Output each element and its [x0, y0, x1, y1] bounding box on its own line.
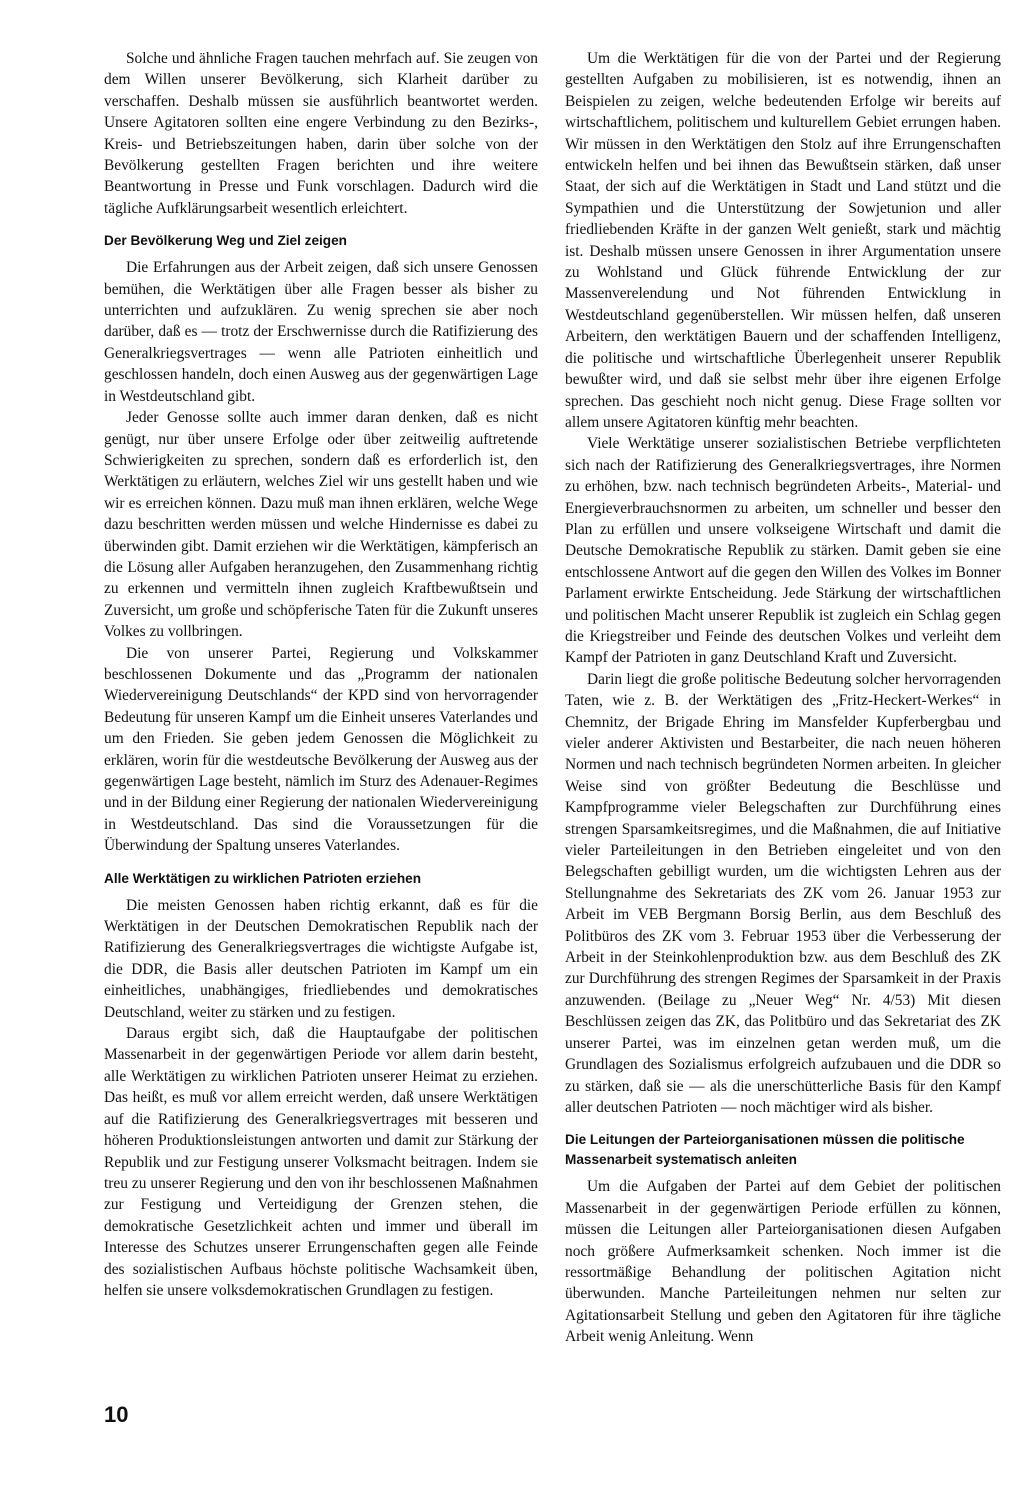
paragraph: Solche und ähnliche Fragen tauchen mehrfach auf. Sie zeugen von dem Willen unserer Bevölkerung, sich Klarheit darüber zu verschaffen. Deshalb müssen sie ausführlich beantwortet werden. Unsere Agitatoren sollten eine engere Verbindung zu den Bezirks-, Kreis- und Betriebszeitungen haben, darin über solche von der Bevölkerung gestellten Fragen berichten und ihre weitere Beantwortung in Presse und Funk vorschlagen. Dadurch wird die tägliche Aufklärungsarbeit wesentlich erleichtert.	[104, 50, 538, 217]
page-number: 10	[104, 1402, 129, 1427]
right-column	[565, 48, 1001, 1348]
paragraph: Darin liegt die große politische Bedeutung solcher hervorragenden Taten, wie z. B. der Werktätigen des „Fritz-Heckert-Werkes“ in Chemnitz, der Brigade Ehring im Mansfelder Kupferbergbau und vieler anderer Aktivisten und Bestarbeiter, die nach neuen höheren Normen und nach technisch begründeten Normen arbeiten. In gleicher Weise sind von größter Bedeutung die Beschlüsse und Kampfprogramme vieler Belegschaften zur Durchführung eines strengen Sparsamkeitsregimes, und die Maßnahmen, die auf Initiative vieler Parteileitungen in den Betrieben eingeleitet und von den Belegschaften gebilligt wurden, um die wichtigsten Lehren aus der Stellungnahme des Sekretariats des ZK vom 26. Januar 1953 zur Arbeit im VEB Bergmann Borsig Berlin, aus dem Beschluß des Politbüros des ZK vom 3. Februar 1953 über die Verbesserung der Arbeit in der Steinkohlenproduktion bzw. aus dem Beschluß des ZK zur Durchführung des strengen Regimes der Sparsamkeit in der Praxis anzuwenden. (Beilage zu „Neuer Weg“ Nr. 4/53) Mit diesen Beschlüssen zeigen das ZK, das Politbüro und das Sekretariat des ZK unserer Partei, was im einzelnen getan werden muß, um die Grundlagen des Sozialismus erfolgreich aufzubauen und die DDR so zu stärken, daß sie — als die unerschütterliche Basis für den Kampf aller deutschen Patrioten — noch mächtiger wird als bisher.	[565, 670, 1001, 1116]
paragraph: Um die Werktätigen für die von der Partei und der Regierung gestellten Aufgaben zu mobilisieren, ist es notwendig, ihnen an Beispielen zu zeigen, welche bedeutenden Erfolge wir bereits auf wirtschaftlichem, politischem und kulturellem Gebiet errungen haben. Wir müssen in den Werktätigen den Stolz auf ihre Errungenschaften entwickeln helfen und bei ihnen das Bewußtsein stärken, daß unser Staat, der sich auf die Werktätigen in Stadt und Land stützt und die Sympathien und die Unterstützung der Sowjetunion und aller friedliebenden Kräfte in der ganzen Welt genießt, stark und mächtig ist. Deshalb müssen unsere Genossen in ihrer Argumentation unsere zu Wohlstand und Glück führende Entwicklung der zur Massenverelendung und Not führenden Entwicklung in Westdeutschland gegenüberstellen. Wir müssen helfen, daß unseren Arbeitern, den werktätigen Bauern und der schaffenden Intelligenz, die politische und wirtschaftliche Überlegenheit unserer Republik bewußter wird, und daß sie selbst mehr über ihre eigenen Erfolge sprechen. Das geschieht noch nicht genug. Diese Frage sollten vor allem unsere Agitatoren künftig mehr beachten.	[565, 50, 1001, 431]
section-heading: Alle Werktätigen zu wirklichen Patrioten erziehen	[104, 870, 422, 886]
paragraph: Jeder Genosse sollte auch immer daran denken, daß es nicht genügt, nur über unsere Erfolge oder über zeitweilig auftretende Schwierigkeiten zu sprechen, sondern daß es erforderlich ist, den Werktätigen zu erläutern, welches Ziel wir uns gestellt haben und wie wir es erreichen können. Dazu muß man ihnen erklären, welche Wege dazu beschritten werden müssen und welche Hindernisse es dabei zu überwinden gibt. Damit erziehen wir die Werktätigen, kämpferisch an die Lösung aller Aufgaben heranzugehen, den Zusammenhang richtig zu erkennen und vermitteln ihnen zugleich Kraftbewußtsein und Zuversicht, um große und schöpferische Taten für die Zukunft unseres Volkes zu vollbringen.	[104, 409, 538, 641]
paragraph: Um die Aufgaben der Partei auf dem Gebiet der politischen Massenarbeit in der gegenwärtigen Periode erfüllen zu können, müssen die Leitungen aller Parteiorganisationen diesen Aufgaben noch größere Aufmerksamkeit schenken. Noch immer ist die ressortmäßige Behandlung der politischen Agitation nicht überwunden. Manche Parteileitungen nehmen nur selten zur Agitationsarbeit Stellung und geben den Agitatoren für ihre tägliche Arbeit wenig Anleitung. Wenn	[565, 1178, 1001, 1346]
paragraph: Daraus ergibt sich, daß die Hauptaufgabe der politischen Massenarbeit in der gegenwärtigen Periode vor allem darin besteht, alle Werktätigen zu wirklichen Patrioten unserer Heimat zu erziehen. Das heißt, es muß vor allem erreicht werden, daß unsere Werktätigen auf die Ratifizierung des Generalkriegsvertrages mit besseren und höheren Produktionsleistungen antworten und damit zur Stärkung der Republik und zur Festigung unserer Volksmacht beitragen. Indem sie treu zu unserer Regierung und den von ihr beschlossenen Maßnahmen zur Festigung und Verteidigung der Grenzen stehen, die demokratische Gesetzlichkeit achten und immer und überall im Interesse des Schutzes unserer Errungenschaften gegen alle Feinde des sozialistischen Aufbaus höchste politische Wachsamkeit üben, helfen sie unsere volksdemokratischen Grundlagen zu festigen.	[104, 1025, 538, 1299]
section-heading: Der Bevölkerung Weg und Ziel zeigen	[104, 233, 347, 249]
paragraph: Die Erfahrungen aus der Arbeit zeigen, daß sich unsere Genossen bemühen, die Werktätigen über alle Fragen besser als bisher zu unterrichten und aufzuklären. Zu wenig sprechen sie aber noch darüber, daß es — trotz der Erschwernisse durch die Ratifizierung des Generalkriegsvertrages — wenn alle Patrioten einheitlich und geschlossen handeln, doch einen Ausweg aus der gegenwärtigen Lage in Westdeutschland gibt.	[104, 259, 538, 405]
left-column	[104, 48, 538, 1301]
paragraph: Die von unserer Partei, Regierung und Volkskammer beschlossenen Dokumente und das „Programm der nationalen Wiedervereinigung Deutschlands“ der KPD sind von hervorragender Bedeutung für unseren Kampf um die Einheit unseres Vaterlandes und um den Frieden. Sie geben jedem Genossen die Möglichkeit zu erklären, worin für die westdeutsche Bevölkerung der Ausweg aus der gegenwärtigen Lage besteht, nämlich im Sturz des Adenauer-Regimes und in der Bildung einer Regierung der nationalen Wiedervereinigung in Westdeutschland. Das sind die Voraussetzungen für die Überwindung der Spaltung unseres Vaterlandes.	[104, 644, 538, 855]
section-heading: Die Leitungen der Parteiorganisationen müssen die politische Massenarbeit systematisch anleiten	[565, 1132, 965, 1168]
paragraph: Die meisten Genossen haben richtig erkannt, daß es für die Werktätigen in der Deutschen Demokratischen Republik nach der Ratifizierung des Generalkriegsvertrages die wichtigste Aufgabe ist, die DDR, die Basis aller deutschen Patrioten im Kampf um ein einheitliches, unabhängiges, friedliebendes und demokratisches Deutschland, weiter zu stärken und zu festigen.	[104, 896, 538, 1021]
paragraph: Viele Werktätige unserer sozialistischen Betriebe verpflichteten sich nach der Ratifizierung des Generalkriegsvertrages, ihre Normen zu erhöhen, bzw. nach technisch begründeten Arbeits-, Material- und Energieverbrauchsnormen zu arbeiten, um schneller und besser den Plan zu erfüllen und unsere volkseigene Wirtschaft und damit die Deutsche Demokratische Republik zu stärken. Damit geben sie eine entschlossene Antwort auf die gegen den Willen des Volkes im Bonner Parlament erwirkte Entscheidung. Jede Stärkung der wirtschaftlichen und politischen Macht unserer Republik ist zugleich ein Schlag gegen die Kriegstreiber und Feinde des deutschen Volkes und verleiht dem Kampf der Patrioten in ganz Deutschland Kraft und Zuversicht.	[565, 435, 1001, 667]
